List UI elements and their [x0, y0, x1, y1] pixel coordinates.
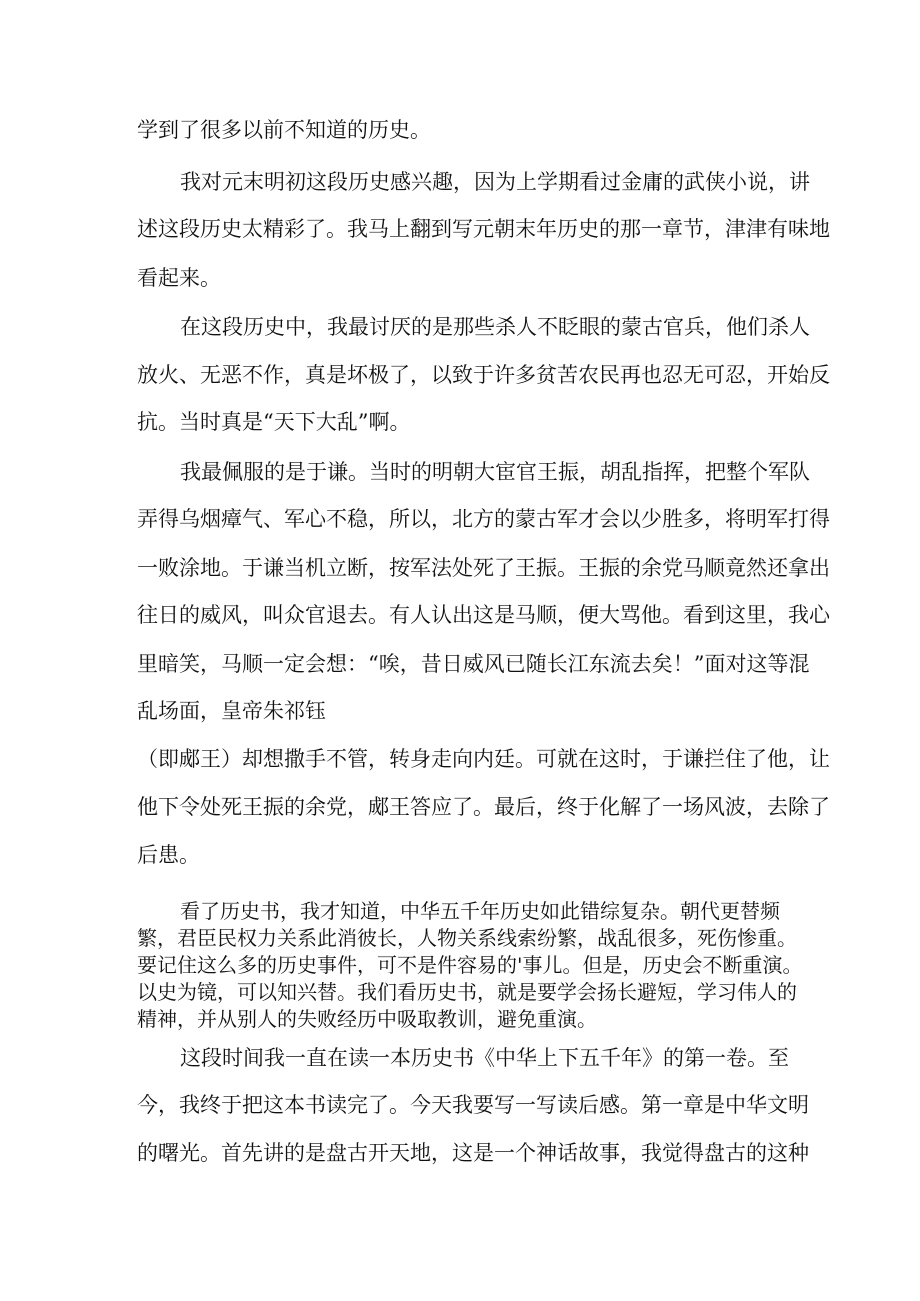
- text-line: （即郕王）却想撒手不管，转身走向内廷。可就在这时，于谦拦住了他，让: [137, 747, 830, 771]
- text-line: 乱场面，皇帝朱祁钰: [137, 699, 326, 723]
- paragraph-first-line: 我对元末明初这段历史感兴趣，因为上学期看过金庸的武侠小说，讲: [180, 170, 810, 194]
- text-line: 学到了很多以前不知道的历史。: [137, 118, 431, 142]
- text-line: 里暗笑，马顺一定会想：“唉，昔日威风已随长江东流去矣！”面对这等混: [137, 652, 810, 676]
- text-line: 看起来。: [137, 266, 221, 290]
- text-line: 述这段历史太精彩了。我马上翻到写元朝末年历史的那一章节，津津有味地: [137, 217, 830, 241]
- text-line: 抗。当时真是“天下大乱”啊。: [137, 410, 411, 434]
- text-line: 精神，并从别人的失败经历中吸取教训，避免重演。: [137, 1007, 597, 1031]
- paragraph-first-line: 我最佩服的是于谦。当时的明朝大宦官王振，胡乱指挥，把整个军队: [180, 460, 810, 484]
- paragraph-first-line: 看了历史书，我才知道，中华五千年历史如此错综复杂。朝代更替频: [180, 899, 780, 923]
- text-line: 以史为镜，可以知兴替。我们看历史书，就是要学会扬长避短，学习伟人的: [137, 980, 797, 1004]
- text-line: 一败涂地。于谦当机立断，按军法处死了王振。王振的余党马顺竟然还拿出: [137, 556, 830, 580]
- paragraph-first-line: 这段时间我一直在读一本历史书《中华上下五千年》的第一卷。至: [180, 1046, 789, 1070]
- text-line: 的曙光。首先讲的是盘古开天地，这是一个神话故事，我觉得盘古的这种: [137, 1141, 809, 1165]
- text-line: 后患。: [137, 843, 200, 867]
- text-line: 今，我终于把这本书读完了。今天我要写一写读后感。第一章是中华文明: [137, 1093, 809, 1117]
- text-line: 他下令处死王振的余党，郕王答应了。最后，终于化解了一场风波，去除了: [137, 795, 830, 819]
- text-line: 往日的威风，叫众官退去。有人认出这是马顺，便大骂他。看到这里，我心: [137, 603, 830, 627]
- text-line: 放火、无恶不作，真是坏极了，以致于许多贫苦农民再也忍无可忍，开始反: [137, 363, 830, 387]
- text-line: 繁，君臣民权力关系此消彼长，人物关系线索纷繁，战乱很多，死伤惨重。: [137, 926, 797, 950]
- text-line: 要记住这么多的历史事件，可不是件容易的'事儿。但是，历史会不断重演。: [137, 953, 803, 977]
- text-line: 弄得乌烟瘴气、军心不稳，所以，北方的蒙古军才会以少胜多，将明军打得: [137, 507, 830, 531]
- paragraph-first-line: 在这段历史中，我最讨厌的是那些杀人不眨眼的蒙古官兵，他们杀人: [180, 315, 810, 339]
